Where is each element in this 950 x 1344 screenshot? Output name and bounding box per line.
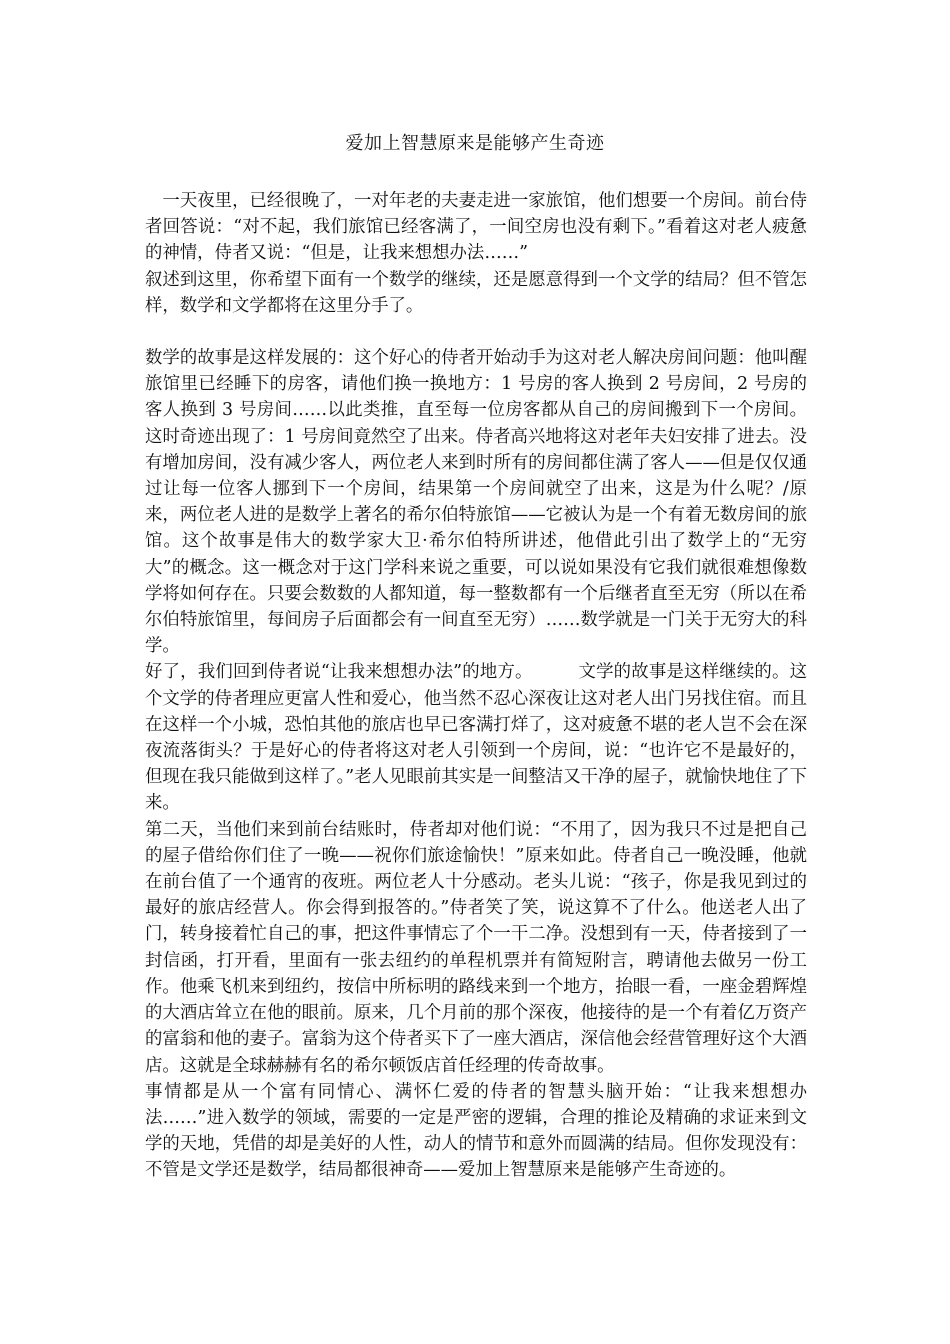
paragraph-opening: 一天夜里，已经很晚了，一对年老的夫妻走进一家旅馆，他们想要一个房间。前台侍者回答说：“对不起，我们旅馆已经客满了，一间空房也没有剩下。”看着这对老人疲惫的神情，侍者又说：“但是，让我来想想办法……”: [145, 191, 807, 264]
paragraph-literature-story: 好了，我们回到侍者说“让我来想想办法”的地方。 文学的故事是这样继续的。这个文学的侍者理应更富人性和爱心，他当然不忍心深夜让这对老人出门另找住宿。而且在这样一个小城，恐怕其他的旅店也早已客满打烊了，这对疲惫不堪的老人岂不会在深夜流落街头？于是好心的侍者将这对老人引领到一个房间，说：“也许它不是最好的，但现在我只能做到这样了。”老人见眼前其实是一间整洁又干净的屋子，就愉快地住了下来。: [145, 662, 807, 814]
paragraph-transition: 叙述到这里，你希望下面有一个数学的继续，还是愿意得到一个文学的结局？但不管怎样，数学和文学都将在这里分手了。: [145, 269, 807, 316]
paragraph-conclusion: 事情都是从一个富有同情心、满怀仁爱的侍者的智慧头脑开始：“让我来想想办法……”进入数学的领域，需要的一定是严密的逻辑，合理的推论及精确的求证来到文学的天地，凭借的却是美好的人性，动人的情节和意外而圆满的结局。但你发现没有：不管是文学还是数学，结局都很神奇——爱加上智慧原来是能够产生奇迹的。: [145, 1081, 807, 1181]
paragraph-next-day: 第二天，当他们来到前台结账时，侍者却对他们说：“不用了，因为我只不过是把自己的屋子借给你们住了一晚——祝你们旅途愉快！”原来如此。侍者自己一晚没睡，他就在前台值了一个通宵的夜班。两位老人十分感动。老头儿说：“孩子，你是我见到过的最好的旅店经营人。你会得到报答的。”侍者笑了笑，说这算不了什么。他送老人出了门，转身接着忙自己的事，把这件事情忘了个一干二净。没想到有一天，侍者接到了一封信函，打开看，里面有一张去纽约的单程机票并有简短附言，聘请他去做另一份工作。他乘飞机来到纽约，按信中所标明的路线来到一个地方，抬眼一看，一座金碧辉煌的大酒店耸立在他的眼前。原来，几个月前的那个深夜，他接待的是一个有着亿万资产的富翁和他的妻子。富翁为这个侍者买下了一座大酒店，深信他会经营管理好这个大酒店。这就是全球赫赫有名的希尔顿饭店首任经理的传奇故事。: [145, 819, 807, 1076]
paragraph-math-story: 数学的故事是这样发展的：这个好心的侍者开始动手为这对老人解决房间问题：他叫醒旅馆里已经睡下的房客，请他们换一换地方：1 号房的客人换到 2 号房间，2 号房的客人换到 3 号房间……以此类推，直至每一位房客都从自己的房间搬到下一个房间。这时奇迹出现了：1 号房间竟然空了出来。侍者高兴地将这对老年夫妇安排了进去。没有增加房间，没有减少客人，两位老人来到时所有的房间都住满了客人——但是仅仅通过让每一位客人挪到下一个房间，结果第一个房间就空了出来，这是为什么呢？/原来，两位老人进的是数学上著名的希尔伯特旅馆——它被认为是一个有着无数房间的旅馆。这个故事是伟大的数学家大卫·希尔伯特所讲述，他借此引出了数学上的“无穷大”的概念。这一概念对于这门学科来说之重要，可以说如果没有它我们就很难想像数学将如何存在。只要会数数的人都知道，每一整数都有一个后继者直至无穷（所以在希尔伯特旅馆里，每间房子后面都会有一间直至无穷）……数学就是一门关于无穷大的科学。: [145, 348, 807, 657]
paragraph-spacer: [145, 319, 807, 345]
document-body: [145, 188, 807, 1184]
document-title: 爱加上智慧原来是能够产生奇迹: [345, 133, 605, 154]
